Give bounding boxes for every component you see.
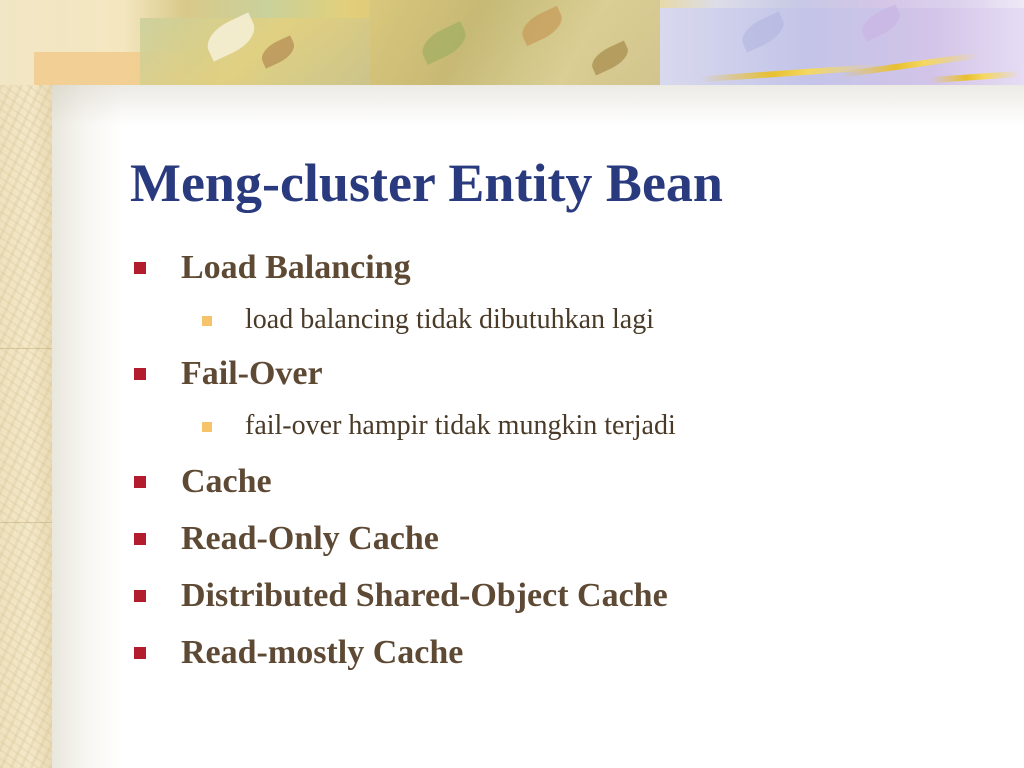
strip-seam bbox=[0, 522, 52, 523]
bullet-text: Load Balancing bbox=[181, 249, 411, 286]
square-bullet-icon bbox=[134, 262, 146, 274]
square-bullet-icon bbox=[134, 368, 146, 380]
banner-tile bbox=[140, 18, 370, 85]
square-bullet-icon bbox=[134, 476, 146, 488]
strip-seam bbox=[0, 348, 52, 349]
left-decorative-strip bbox=[0, 0, 52, 768]
small-square-bullet-icon bbox=[202, 422, 212, 432]
sub-bullet-text: load balancing tidak dibutuhkan lagi bbox=[245, 304, 655, 335]
bullet-text: Fail-Over bbox=[181, 355, 323, 392]
left-shadow-fade bbox=[52, 85, 122, 768]
banner-shadow bbox=[52, 85, 1024, 125]
bullet-text: Distributed Shared-Object Cache bbox=[181, 577, 668, 614]
square-bullet-icon bbox=[134, 590, 146, 602]
square-bullet-icon bbox=[134, 647, 146, 659]
square-bullet-icon bbox=[134, 533, 146, 545]
bullet-text: Read-mostly Cache bbox=[181, 634, 464, 671]
sub-bullet-text: fail-over hampir tidak mungkin terjadi bbox=[245, 410, 676, 441]
top-decorative-banner bbox=[0, 0, 1024, 85]
small-square-bullet-icon bbox=[202, 316, 212, 326]
slide-title: Meng-cluster Entity Bean bbox=[130, 153, 723, 213]
bullet-text: Cache bbox=[181, 463, 272, 500]
bullet-text: Read-Only Cache bbox=[181, 520, 439, 557]
